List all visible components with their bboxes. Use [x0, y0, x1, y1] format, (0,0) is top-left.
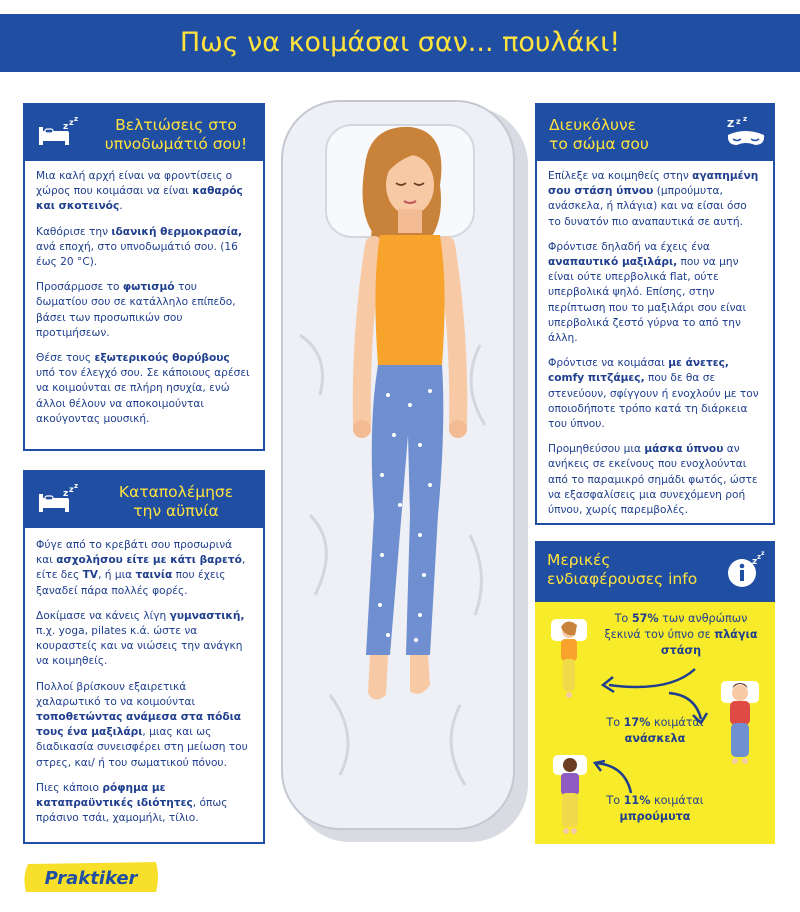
insomnia-card-body: [36, 538, 251, 836]
svg-text:z: z: [761, 551, 765, 557]
info-card: [535, 541, 775, 844]
bedroom-tip-temperature: Καθόρισε την ιδανική θερμοκρασία, ανά εποχή, στο υπνοδωμάτιό σου. (16 έως 20 °C).: [36, 225, 243, 269]
body-card-body: [548, 169, 761, 528]
insomnia-card-header: [25, 472, 263, 528]
bedroom-card-body: [36, 169, 251, 437]
bedroom-heading: [91, 116, 261, 154]
title-banner: [0, 14, 800, 72]
svg-text:z: z: [752, 557, 758, 567]
svg-text:z: z: [74, 484, 79, 490]
bedroom-tip-lighting: Προσάρμοσε το φωτισμό του δωματίου σου σε κατάλληλο επίπεδο, βάσει των προσωπικών σου προτιμήσεων.: [36, 281, 236, 339]
bedroom-card-header: [25, 105, 263, 161]
insomnia-heading: [91, 483, 261, 521]
bedroom-tip-cleanliness: Μια καλή αρχή είναι να φροντίσεις ο χώρος που κοιμάσαι να είναι καθαρός και σκοτεινός.: [36, 170, 243, 213]
stat-front: Το 11% κοιμάται μπρούμυτα: [606, 794, 704, 823]
bed-zzz-icon: [37, 484, 81, 516]
info-card-header: [535, 541, 775, 602]
praktiker-logo: [22, 860, 160, 894]
sleep-mask-icon: [725, 115, 767, 149]
page-title: Πως να κοιμάσαι σαν... πουλάκι!: [179, 27, 621, 58]
info-heading: [547, 551, 717, 589]
svg-text:z: z: [74, 117, 79, 123]
insomnia-tip-pillow: Πολλοί βρίσκουν εξαιρετικά χαλαρωτικό το να κοιμούνται τοποθετώντας ανάμεσα στα πόδια τους ένα μαξιλάρι, μιας και ως διαδικασία συνεισφέρει στη μείωση του στρες, και/ ή του σωματικού πόνου.: [36, 680, 248, 769]
svg-text:z: z: [69, 485, 74, 494]
svg-text:z: z: [743, 115, 748, 123]
insomnia-tip-drink: Πιες κάποιο ρόφημα με καταπραϋντικές ιδιότητες, όπως πράσινο τσάι, χαμομήλι, τίλιο.: [36, 781, 228, 825]
side-sleeper-icon: [547, 613, 599, 707]
body-card-header: [537, 105, 773, 161]
info-heading-line2: ενδιαφέρουσες info: [547, 570, 698, 588]
bedroom-heading-line2: υπνοδωμάτιό σου!: [104, 135, 248, 153]
svg-text:z: z: [63, 489, 69, 499]
svg-text:z: z: [736, 117, 741, 126]
insomnia-heading-line2: την αϋπνία: [133, 502, 219, 520]
bedroom-card: [23, 103, 265, 451]
body-tip-pillow: Φρόντισε δηλαδή να έχεις ένα αναπαυτικό μαξιλάρι, που να μην είναι ούτε υπερβολικά flat, ούτε υπερβολικά ψηλό. Επίσης, στην περίπτωση που το μαξιλάρι σου είναι υπερβολικά ζεστό γύρνα το από την άλλη.: [548, 240, 747, 345]
body-tip-mask: Προμηθεύσου μια μάσκα ύπνου αν ανήκεις σε εκείνους που ενοχλούνται από το παραμικρό σημάδι φωτός, ώστε να εξασφαλίσεις μια συνεχόμενη ροή ύπνου, χωρίς παρεμβολές.: [548, 443, 758, 517]
info-heading-line1: Μερικές: [547, 551, 611, 569]
body-card: [535, 103, 775, 525]
info-zzz-icon: [726, 551, 766, 591]
svg-text:z: z: [757, 553, 762, 561]
body-heading: [549, 116, 699, 154]
body-tip-position: Επίλεξε να κοιμηθείς στην αγαπημένη σου στάση ύπνου (μπρούμυτα, ανάσκελα, ή πλάγια) και να είσαι όσο το δυνατόν πιο αναπαυτικά σε αυτή.: [548, 170, 759, 228]
insomnia-tip-exercise: Δοκίμασε να κάνεις λίγη γυμναστική, π.χ. yoga, pilates κ.ά. ώστε να κουραστείς και να νιώσεις την ανάγκη να κοιμηθείς.: [36, 609, 245, 668]
bedroom-heading-line1: Βελτιώσεις στο: [115, 116, 237, 134]
stat-back: Το 17% κοιμάται ανάσκελα: [606, 716, 704, 745]
sleeping-woman-illustration: [270, 95, 530, 855]
stat-side: Το 57% των ανθρώπων ξεκινά τον ύπνο σε πλάγια στάση: [604, 612, 758, 657]
svg-text:Z: Z: [727, 119, 735, 130]
bed-zzz-icon: [37, 117, 81, 149]
svg-text:Praktiker: Praktiker: [44, 868, 138, 889]
insomnia-card: [23, 470, 265, 844]
body-tip-pyjamas: Φρόντισε να κοιμάσαι με άνετες, comfy πιτζάμες, που δε θα σε στενεύουν, σφίγγουν ή ενοχλούν με τον οποιοδήποτε τρόπο κατά τη διάρκεια του ύπνου.: [548, 357, 759, 431]
svg-text:z: z: [69, 118, 74, 127]
body-heading-line2: το σώμα σου: [549, 135, 649, 153]
body-heading-line1: Διευκόλυνε: [549, 116, 636, 134]
bedroom-tip-noise: Θέσε τους εξωτερικούς θορύβους υπό τον έλεγχό σου. Σε κάποιους αρέσει να κοιμούνται σε πλήρη ησυχία, ενώ άλλοι θέλουν να αποκοιμούνται ακούγοντας μουσική.: [36, 352, 250, 425]
front-sleeper-icon: [549, 751, 593, 845]
back-sleeper-icon: [713, 677, 769, 771]
svg-text:z: z: [63, 122, 69, 132]
insomnia-heading-line1: Καταπολέμησε: [118, 483, 234, 501]
insomnia-tip-distraction: Φύγε από το κρεβάτι σου προσωρινά και ασχολήσου είτε με κάτι βαρετό, είτε δες TV, ή μια ταινία που έχεις ξαναδεί πάρα πολλές φορές.: [36, 539, 246, 597]
